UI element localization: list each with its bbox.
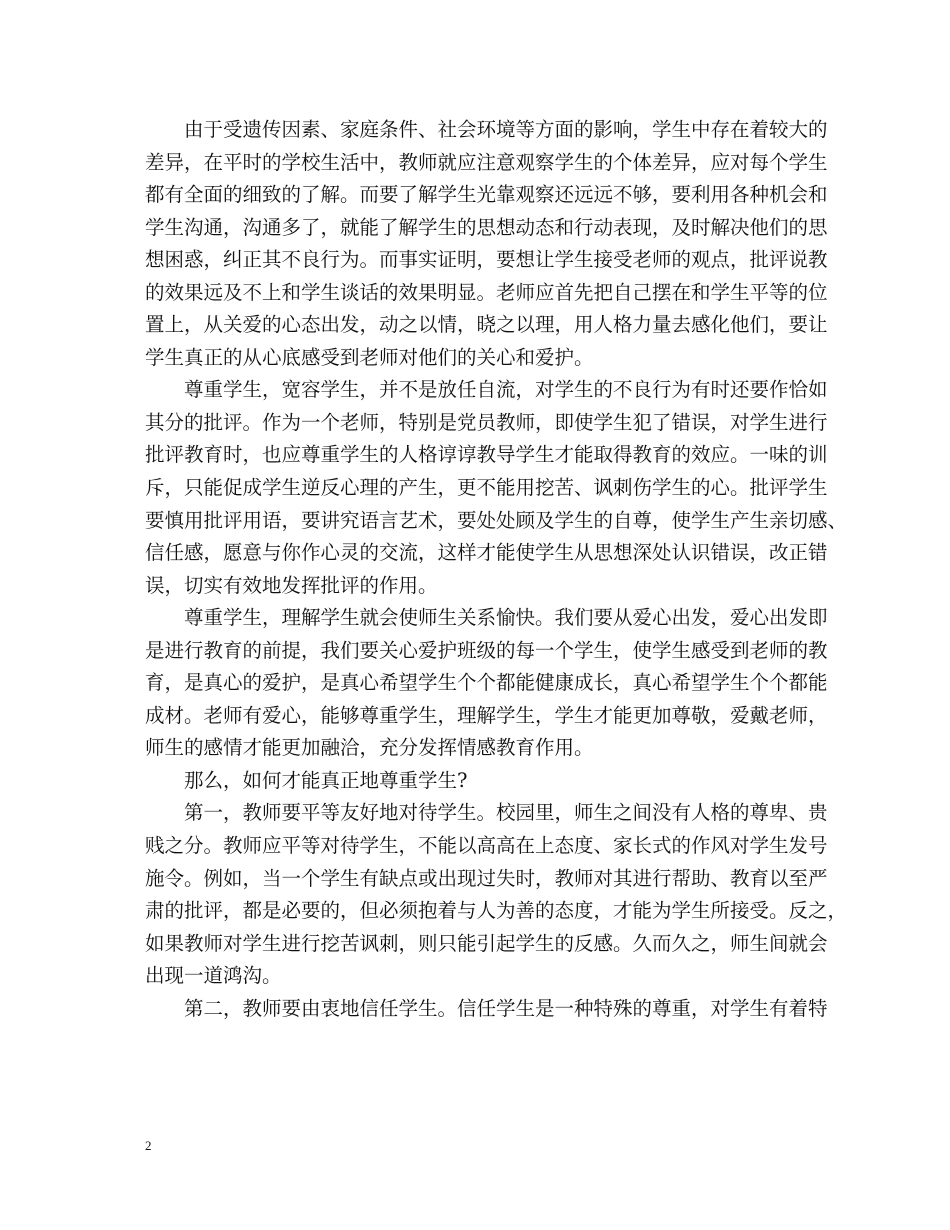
text-line: 想困惑，纠正其不良行为。而事实证明，要想让学生接受老师的观点，批评说教	[145, 248, 828, 272]
text-line: 师生的感情才能更加融洽，充分发挥情感教育作用。	[145, 736, 594, 760]
text-line: 误，切实有效地发挥批评的作用。	[145, 573, 438, 597]
text-line: 成材。老师有爱心，能够尊重学生，理解学生，学生才能更加尊敬，爱戴老师，	[145, 703, 828, 727]
text-line: 尊重学生，理解学生就会使师生关系愉快。我们要从爱心出发，爱心出发即	[184, 606, 828, 630]
text-line: 肃的批评，都是必要的，但必须抱着与人为善的态度，才能为学生所接受。反之，	[145, 899, 848, 923]
text-line: 信任感，愿意与你作心灵的交流，这样才能使学生从思想深处认识错误，改正错	[145, 541, 828, 565]
text-line: 育，是真心的爱护，是真心希望学生个个都能健康成长，真心希望学生个个都能	[145, 671, 828, 695]
text-line: 学生沟通，沟通多了，就能了解学生的思想动态和行动表现，及时解决他们的思	[145, 215, 828, 239]
text-line: 的效果远及不上和学生谈话的效果明显。老师应首先把自己摆在和学生平等的位	[145, 280, 828, 304]
text-line: 尊重学生，宽容学生，并不是放任自流，对学生的不良行为有时还要作恰如	[184, 378, 828, 402]
text-line: 那么，如何才能真正地尊重学生?	[184, 768, 468, 792]
text-line: 出现一道鸿沟。	[145, 964, 282, 988]
text-line: 其分的批评。作为一个老师，特别是党员教师，即使学生犯了错误，对学生进行	[145, 410, 828, 434]
text-line: 差异，在平时的学校生活中，教师就应注意观察学生的个体差异，应对每个学生	[145, 150, 828, 174]
text-line: 施令。例如，当一个学生有缺点或出现过失时，教师对其进行帮助、教育以至严	[145, 866, 828, 890]
text-line: 批评教育时，也应尊重学生的人格谆谆教导学生才能取得教育的效应。一味的训	[145, 443, 828, 467]
text-line: 贱之分。教师应平等对待学生，不能以高高在上态度、家长式的作风对学生发号	[145, 834, 828, 858]
text-line: 要慎用批评用语，要讲究语言艺术，要处处顾及学生的自尊，使学生产生亲切感、	[145, 508, 848, 532]
text-line: 第二，教师要由衷地信任学生。信任学生是一种特殊的尊重，对学生有着特	[184, 996, 828, 1020]
text-line: 是进行教育的前提，我们要关心爱护班级的每一个学生，使学生感受到老师的教	[145, 638, 828, 662]
page-number: 2	[145, 1138, 152, 1153]
text-line: 第一，教师要平等友好地对待学生。校园里，师生之间没有人格的尊卑、贵	[184, 801, 828, 825]
text-line: 斥，只能促成学生逆反心理的产生，更不能用挖苦、讽刺伤学生的心。批评学生	[145, 476, 828, 500]
text-line: 置上，从关爱的心态出发，动之以情，晓之以理，用人格力量去感化他们，要让	[145, 313, 828, 337]
text-line: 都有全面的细致的了解。而要了解学生光靠观察还远远不够，要利用各种机会和	[145, 183, 828, 207]
text-line: 如果教师对学生进行挖苦讽刺，则只能引起学生的反感。久而久之，师生间就会	[145, 931, 828, 955]
text-line: 学生真正的从心底感受到老师对他们的关心和爱护。	[145, 345, 594, 369]
document-body	[145, 114, 848, 1025]
text-line: 由于受遗传因素、家庭条件、社会环境等方面的影响，学生中存在着较大的	[184, 118, 828, 141]
